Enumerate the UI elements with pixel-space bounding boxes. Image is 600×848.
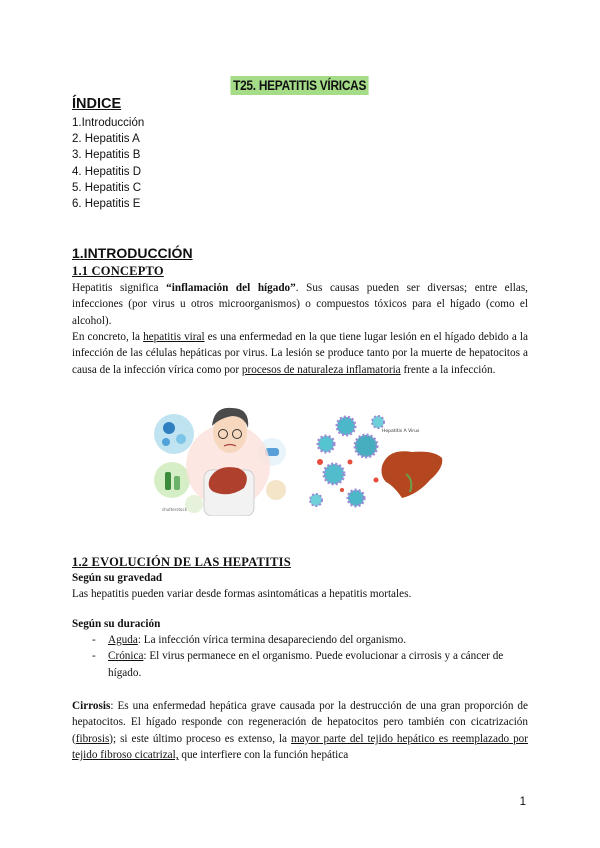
severity-heading: Según su gravedad bbox=[72, 572, 163, 584]
text-run: En concreto, la bbox=[72, 331, 144, 343]
hepatitis-virus-liver-illustration bbox=[306, 404, 448, 516]
index-item: 2. Hepatitis A bbox=[72, 133, 140, 146]
duration-heading: Según su duración bbox=[72, 618, 161, 630]
text-run: . Sus causas pueden ser diversas; entre ellas, infecciones (por virus u otros microorganismos) o compuestos tóxicos para el hígado (como el alcohol). bbox=[72, 282, 528, 327]
index-item: 6. Hepatitis E bbox=[72, 198, 141, 211]
title-text: T25. HEPATITIS VÍRICAS bbox=[231, 76, 369, 95]
subsection-heading-concepto: 1.1 CONCEPTO bbox=[72, 264, 164, 278]
virus-particles bbox=[310, 416, 384, 506]
underlined-term: procesos de naturaleza inflamatoria bbox=[241, 363, 401, 376]
index-item: 3. Hepatitis B bbox=[72, 149, 141, 162]
virus-label: Hepatitis A Virus bbox=[382, 429, 420, 434]
text-run: ); si este último proceso es extenso, la bbox=[109, 732, 291, 745]
duration-item-aguda bbox=[92, 632, 528, 648]
subsection-heading-evolucion: 1.2 EVOLUCIÓN DE LAS HEPATITIS bbox=[72, 555, 291, 569]
document-title bbox=[0, 76, 600, 95]
section-heading-introduccion: 1.INTRODUCCIÓN bbox=[72, 245, 193, 261]
duration-list bbox=[92, 632, 528, 681]
index-item: 5. Hepatitis C bbox=[72, 181, 142, 194]
term-description: : El virus permanece en el organismo. Puede evolucionar a cirrosis y a cáncer de hígado. bbox=[108, 650, 504, 679]
index-item: 4. Hepatitis D bbox=[72, 165, 142, 178]
underlined-term: fibrosis bbox=[75, 732, 110, 745]
svg-text:shutterstock: shutterstock bbox=[162, 507, 188, 512]
index-list bbox=[72, 115, 144, 212]
text-run: es una enfermedad en la que tiene lugar lesión en el hígado debido a la infección de las células hepáticas por virus. La lesión se produce tanto por la muerte de hepatocitos a causa de la infección vírica como por bbox=[72, 331, 528, 376]
concept-paragraph-2 bbox=[72, 329, 528, 378]
underlined-term: hepatitis viral bbox=[143, 331, 205, 343]
bold-definition: “inflamación del hígado” bbox=[166, 282, 296, 294]
text-run: que interfiere con la función hepática bbox=[178, 749, 349, 762]
term: Crónica bbox=[108, 650, 144, 663]
duration-item-cronica bbox=[92, 648, 528, 681]
cirrosis-paragraph bbox=[72, 698, 528, 764]
index-item: 1.Introducción bbox=[72, 117, 145, 129]
term: Aguda bbox=[108, 634, 138, 646]
concept-paragraph-1 bbox=[72, 280, 528, 329]
index-heading: ÍNDICE bbox=[72, 96, 122, 112]
text-run: : Es una enfermedad hepática grave causada por la destrucción de una gran proporción de hepatocitos. El hígado responde con regeneración de hepatocitos pero también con cicatrización ( bbox=[72, 700, 528, 745]
text-run: Hepatitis significa bbox=[72, 282, 167, 294]
cirrosis-term: Cirrosis bbox=[72, 700, 111, 712]
underlined-term: mayor parte del tejido hepático es reemplazado por tejido fibroso cicatrizal, bbox=[72, 732, 529, 762]
severity-text: Las hepatitis pueden variar desde formas asintomáticas a hepatitis mortales. bbox=[72, 588, 412, 600]
page-number: 1 bbox=[519, 796, 526, 808]
text-run: frente a la infección. bbox=[400, 363, 496, 376]
term-description: : La infección vírica termina desapareciendo del organismo. bbox=[137, 634, 407, 646]
hepatitis-causes-illustration bbox=[152, 404, 294, 516]
